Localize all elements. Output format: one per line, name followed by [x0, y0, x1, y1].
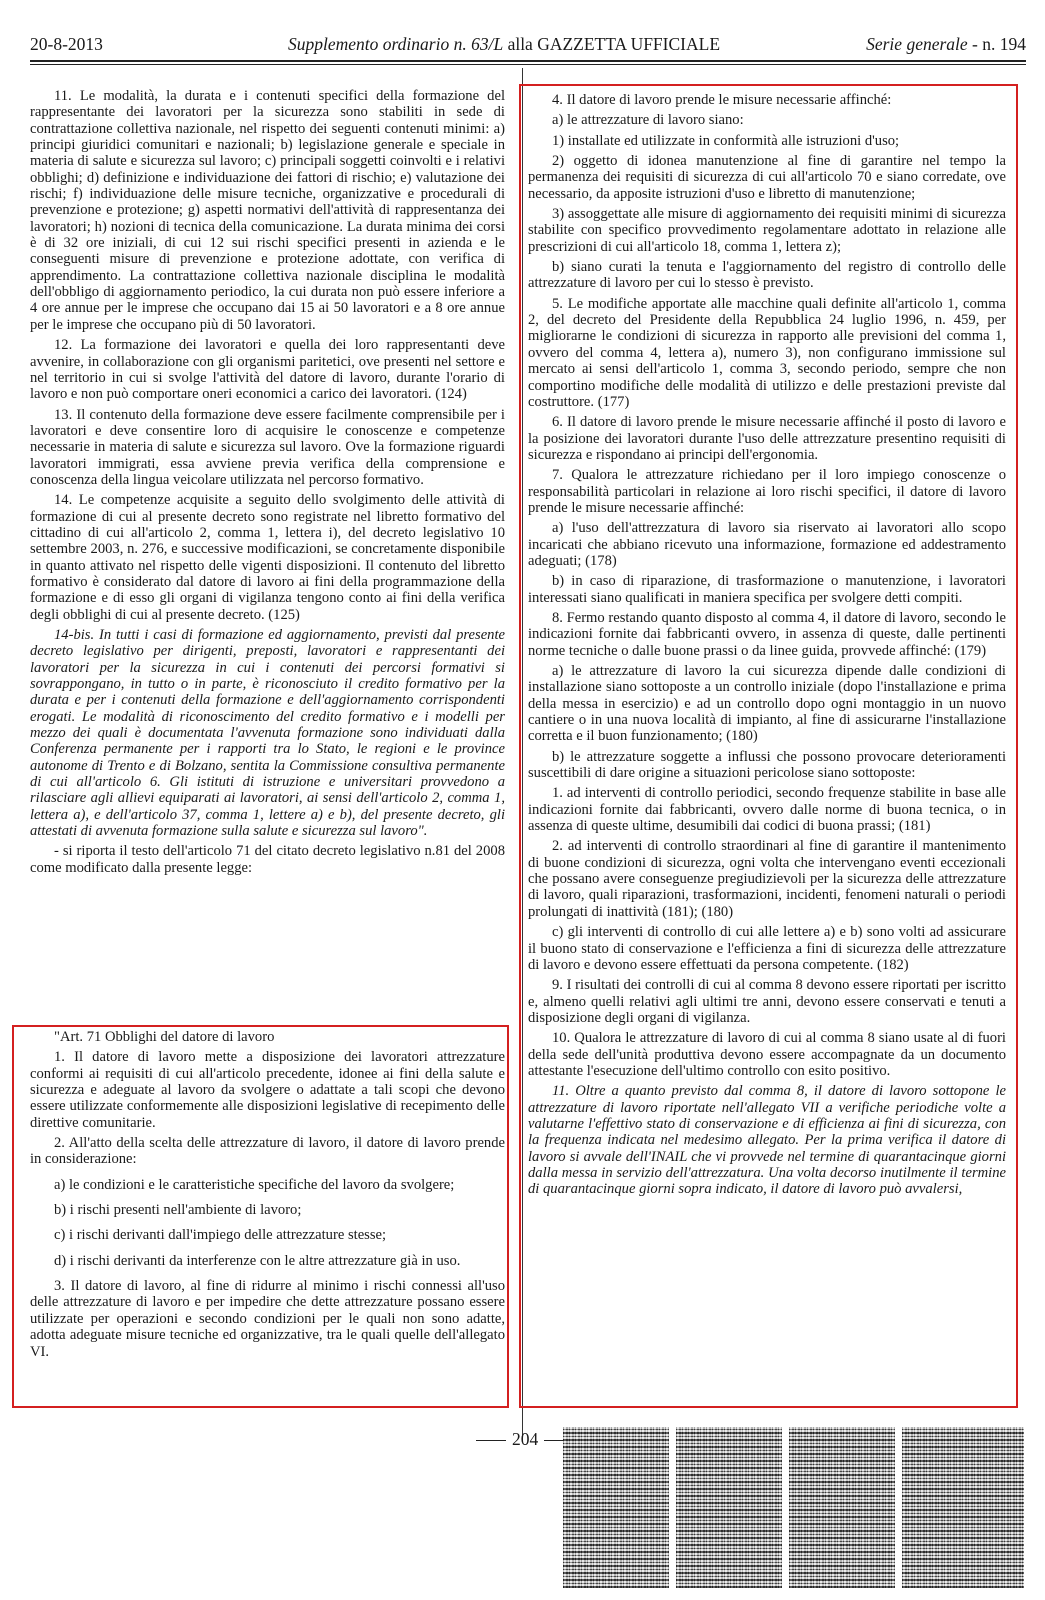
header-series-label: Serie generale [866, 34, 968, 54]
paragraph-14-bis: 14-bis. In tutti i casi di formazione ed aggiornamento, previsti dal presente decreto legislativo per dirigenti, preposti, lavoratori e rappresentanti dei lavoratori per la sicurezza in cui i contenuti dei percorsi formativi si sovrappongano, in tutto o in parte, è riconosciuto il credito formativo per la durata e per i contenuti della formazione e dell'aggiornamento corrispondenti erogati. Le modalità di riconoscimento del credito formativo e i modelli per mezzo dei quali è documentata l'avvenuta formazione sono individuati dalla Conferenza permanente per i rapporti tra lo Stato, le regioni e le province autonome di Trento e di Bolzano, sentita la Commissione consultiva permanente di cui all'articolo 6. Gli istituti di istruzione e universitari provvedono a rilasciare agli allievi equiparati ai lavoratori, ai sensi dell'articolo 2, comma 1, lettera a), e dell'articolo 37, comma 1, lettere a) e b), del presente decreto, gli attestati di avvenuta formazione sulla salute e sicurezza sul lavoro". [30, 627, 505, 840]
comma-8: 8. Fermo restando quanto disposto al comma 4, il datore di lavoro, secondo le indicazioni fornite dai fabbricanti ovvero, in assenza di queste, dalle pertinenti norme tecniche o dalle buone prassi o da linee guida, provvede affinché: (179) [528, 609, 1006, 659]
page-number-dash-left [476, 1440, 506, 1441]
comma-2-c: c) i rischi derivanti dall'impiego delle attrezzature stesse; [54, 1227, 387, 1244]
comma-8-a: a) le attrezzature di lavoro la cui sicurezza dipende dalle condizioni di installazione siano sottoposte a un controllo iniziale (dopo l'installazione e prima della messa in esercizio) e ad un controllo dopo ogni montaggio in un nuovo cantiere o in una nuova località di impianto, al fine di assicurarne l'installazione corretta e il buon funzionamento; (180) [528, 663, 1006, 745]
comma-10: 10. Qualora le attrezzature di lavoro di cui al comma 8 siano usate al di fuori della sede dell'unità produttiva devono essere accompagnate da un documento attestante l'esecuzione dell'ultimo controllo con esito positivo. [528, 1030, 1006, 1079]
comma-4-a-3: 3) assoggettate alle misure di aggiornamento dei requisiti minimi di sicurezza stabilite con specifico provvedimento regolamentare adottato in relazione alle prescrizioni di cui all'articolo 18, comma 1, lettera z); [528, 206, 1006, 255]
comma-11: 11. Oltre a quanto previsto dal comma 8, il datore di lavoro sottopone le attrezzature di lavoro riportate nell'allegato VII a verifiche periodiche volte a valutarne l'effettivo stato di conservazione e di efficienza ai fini di sicurezza, con la frequenza indicata nel medesimo allegato. Per la prima verifica il datore di lavoro si avvale dell'INAIL che vi provvede nel termine di quarantacinque giorni dalla messa in servizio dell'attrezzatura. Una volta decorso inutilmente il termine di quarantacinque giorni sopra indicato, il datore di lavoro può avvalersi, [528, 1083, 1006, 1198]
left-column [30, 88, 505, 880]
paragraph-12: 12. La formazione dei lavoratori e quella dei loro rappresentanti deve avvenire, in collaborazione con gli organismi paritetici, ove presenti nel settore e nel territorio in cui si svolge l'attività del datore di lavoro, durante l'orario di lavoro e non può comportare oneri economici a carico dei lavoratori. (124) [30, 337, 505, 403]
header-series-number: - n. 194 [967, 34, 1026, 54]
comma-7-a: a) l'uso dell'attrezzatura di lavoro sia riservato ai lavoratori allo scopo incaricati che abbiano ricevuto una informazione, formazione ed addestramento adeguati; (178) [528, 520, 1006, 569]
comma-9: 9. I risultati dei controlli di cui al comma 8 devono essere riportati per iscritto e, almeno quelli relativi agli ultimi tre anni, devono essere conservati e tenuti a disposizione degli organi di vigilanza. [528, 977, 1006, 1026]
comma-3: 3. Il datore di lavoro, al fine di ridurre al minimo i rischi connessi all'uso delle attrezzature di lavoro e per impedire che dette attrezzature possano essere utilizzate per operazioni e secondo condizioni per le quali non sono adatte, adotta adeguate misure tecniche ed organizzative, tra le quali quelle dell'allegato VI. [30, 1278, 505, 1360]
article-71-left [30, 1029, 505, 1364]
header-supplement: Supplemento ordinario n. 63/L [288, 34, 504, 54]
comma-7: 7. Qualora le attrezzature richiedano per il loro impiego conoscenze o responsabilità particolari in relazione ai loro rischi specifici, il datore di lavoro prende le misure necessarie affinché: [528, 467, 1006, 516]
comma-6: 6. Il datore di lavoro prende le misure necessarie affinché il posto di lavoro e la posizione dei lavoratori durante l'uso delle attrezzature presentino requisiti di sicurezza e rispondano ai principi dell'ergonomia. [528, 414, 1006, 463]
paragraph-note: - si riporta il testo dell'articolo 71 del citato decreto legislativo n.81 del 2008 come modificato dalla presente legge: [30, 843, 505, 876]
comma-5: 5. Le modifiche apportate alle macchine quali definite all'articolo 1, comma 2, del decreto del Presidente della Repubblica 24 luglio 1996, n. 459, per migliorarne le condizioni di sicurezza in rapporto alle previsioni del comma 1, ovvero del comma 4, lettera a), numero 3), non configurano immissione sul mercato ai sensi dell'articolo 1, comma 3, secondo periodo, sempre che non comportino modifiche delle modalità di utilizzo e delle prestazioni previste dal costruttore. (177) [528, 295, 1006, 410]
comma-4-a: a) le attrezzature di lavoro siano: [552, 112, 744, 129]
barcode-icon [902, 1427, 1024, 1588]
comma-4-b: b) siano curati la tenuta e l'aggiornamento del registro di controllo delle attrezzature di lavoro per cui lo stesso è previsto. [528, 259, 1006, 292]
comma-8-c: c) gli interventi di controllo di cui alle lettere a) e b) sono volti ad assicurare il buono stato di conservazione e l'efficienza a fini di sicurezza delle attrezzature di lavoro e devono essere effettuati da persona competente. (182) [528, 924, 1006, 973]
paragraph-14: 14. Le competenze acquisite a seguito dello svolgimento delle attività di formazione di cui al presente decreto sono registrate nel libretto formativo del cittadino di cui all'articolo 2, comma 1, lettera i), del decreto legislativo 10 settembre 2003, n. 276, e successive modificazioni, se concretamente disponibile in quanto attivato nel rispetto delle vigenti disposizioni. Il contenuto del libretto formativo è considerato dal datore di lavoro ai fini della programmazione della formazione e di esso gli organi di vigilanza tengono conto ai fini della verifica degli obblighi di cui al presente decreto. (125) [30, 492, 505, 623]
barcode-icon [676, 1427, 782, 1588]
comma-4-a-1: 1) installate ed utilizzate in conformità alle istruzioni d'uso; [552, 132, 900, 149]
comma-8-b: b) le attrezzature soggette a influssi che possono provocare deterioramenti suscettibili di dare origine a situazioni pericolose siano sottoposte: [528, 748, 1006, 782]
comma-2-b: b) i rischi presenti nell'ambiente di lavoro; [54, 1202, 302, 1219]
comma-7-b: b) in caso di riparazione, di trasformazione o manutenzione, i lavoratori interessati siano qualificati in maniera specifica per svolgere detti compiti. [528, 573, 1006, 606]
header-title [288, 34, 720, 55]
header-rule-thin [30, 64, 1026, 65]
header-gazette: alla GAZZETTA UFFICIALE [503, 34, 721, 54]
paragraph-13: 13. Il contenuto della formazione deve essere facilmente comprensibile per i lavoratori e deve consentire loro di acquisire le conoscenze e competenze necessarie in materia di salute e sicurezza sul lavoro. Ove la formazione riguardi lavoratori immigrati, essa avviene previa verifica della comprensione e conoscenza della lingua veicolare utilizzata nel percorso formativo. [30, 406, 505, 488]
paragraph-11: 11. Le modalità, la durata e i contenuti specifici della formazione del rappresentante dei lavoratori per la sicurezza sono stabiliti in sede di contrattazione collettiva nazionale, nel rispetto dei seguenti contenuti minimi: a) principi giuridici comunitari e nazionali; b) legislazione generale e speciale in materia di salute e sicurezza sul lavoro; c) principali soggetti coinvolti e i relativi obblighi; d) definizione e individuazione dei fattori di rischio; e) valutazione dei rischi; f) individuazione delle misure tecniche, organizzative e procedurali di prevenzione e protezione; g) aspetti normativi dell'attività di rappresentanza dei lavoratori; h) nozioni di tecnica della comunicazione. La durata minima dei corsi è di 32 ore iniziali, di cui 12 sui rischi specifici presenti in azienda e le conseguenti misure di prevenzione e protezione adottate, con verifica di apprendimento. La contrattazione collettiva nazionale disciplina le modalità dell'obbligo di aggiornamento periodico, la cui durata non può essere inferiore a 4 ore annue per le imprese che occupano dai 15 ai 50 lavoratori e a 8 ore annue per le imprese che occupano più di 50 lavoratori. [30, 88, 505, 333]
barcode-icon [789, 1427, 895, 1588]
comma-2-d: d) i rischi derivanti da interferenze con le altre attrezzature già in uso. [54, 1252, 461, 1269]
comma-8-b-2: 2. ad interventi di controllo straordinari al fine di garantire il mantenimento di buone condizioni di sicurezza, ogni volta che intervengano eventi eccezionali che possano avere conseguenze pregiudizievoli per la sicurezza delle attrezzature di lavoro, quali riparazioni, trasformazioni, incidenti, fenomeni naturali o periodi prolungati di inattività (181); (180) [528, 838, 1006, 920]
page-number-value: 204 [512, 1429, 539, 1449]
comma-1: 1. Il datore di lavoro mette a disposizione dei lavoratori attrezzature conformi ai requisiti di cui all'articolo precedente, idonee ai fini della salute e sicurezza e adeguate al lavoro da svolgere o adattate a tali scopi che devono essere utilizzate conformemente alle disposizioni legislative di recepimento delle direttive comunitarie. [30, 1049, 505, 1131]
comma-2-a: a) le condizioni e le caratteristiche specifiche del lavoro da svolgere; [54, 1176, 455, 1193]
header-series [866, 34, 1026, 55]
page-header [30, 34, 1026, 58]
article-title: "Art. 71 Obblighi del datore di lavoro [54, 1029, 275, 1045]
comma-2: 2. All'atto della scelta delle attrezzature di lavoro, il datore di lavoro prende in considerazione: [30, 1135, 505, 1168]
article-71-right [528, 92, 1006, 1202]
barcode-icon [563, 1427, 669, 1588]
barcode-strip [563, 1427, 1024, 1588]
header-date: 20-8-2013 [30, 34, 103, 54]
comma-4: 4. Il datore di lavoro prende le misure necessarie affinché: [552, 92, 892, 108]
comma-4-a-2: 2) oggetto di idonea manutenzione al fine di garantire nel tempo la permanenza dei requisiti di sicurezza di cui all'articolo 70 e siano corredate, ove necessario, da apposite istruzioni d'uso e libretto di manutenzione; [528, 153, 1006, 202]
header-rule [30, 60, 1026, 62]
comma-8-b-1: 1. ad interventi di controllo periodici, secondo frequenze stabilite in base alle indicazioni fornite dai fabbricanti, ovvero dalle norme di buona tecnica, o in assenza di queste ultime, desumibili dai codici di buona prassi; (181) [528, 785, 1006, 835]
